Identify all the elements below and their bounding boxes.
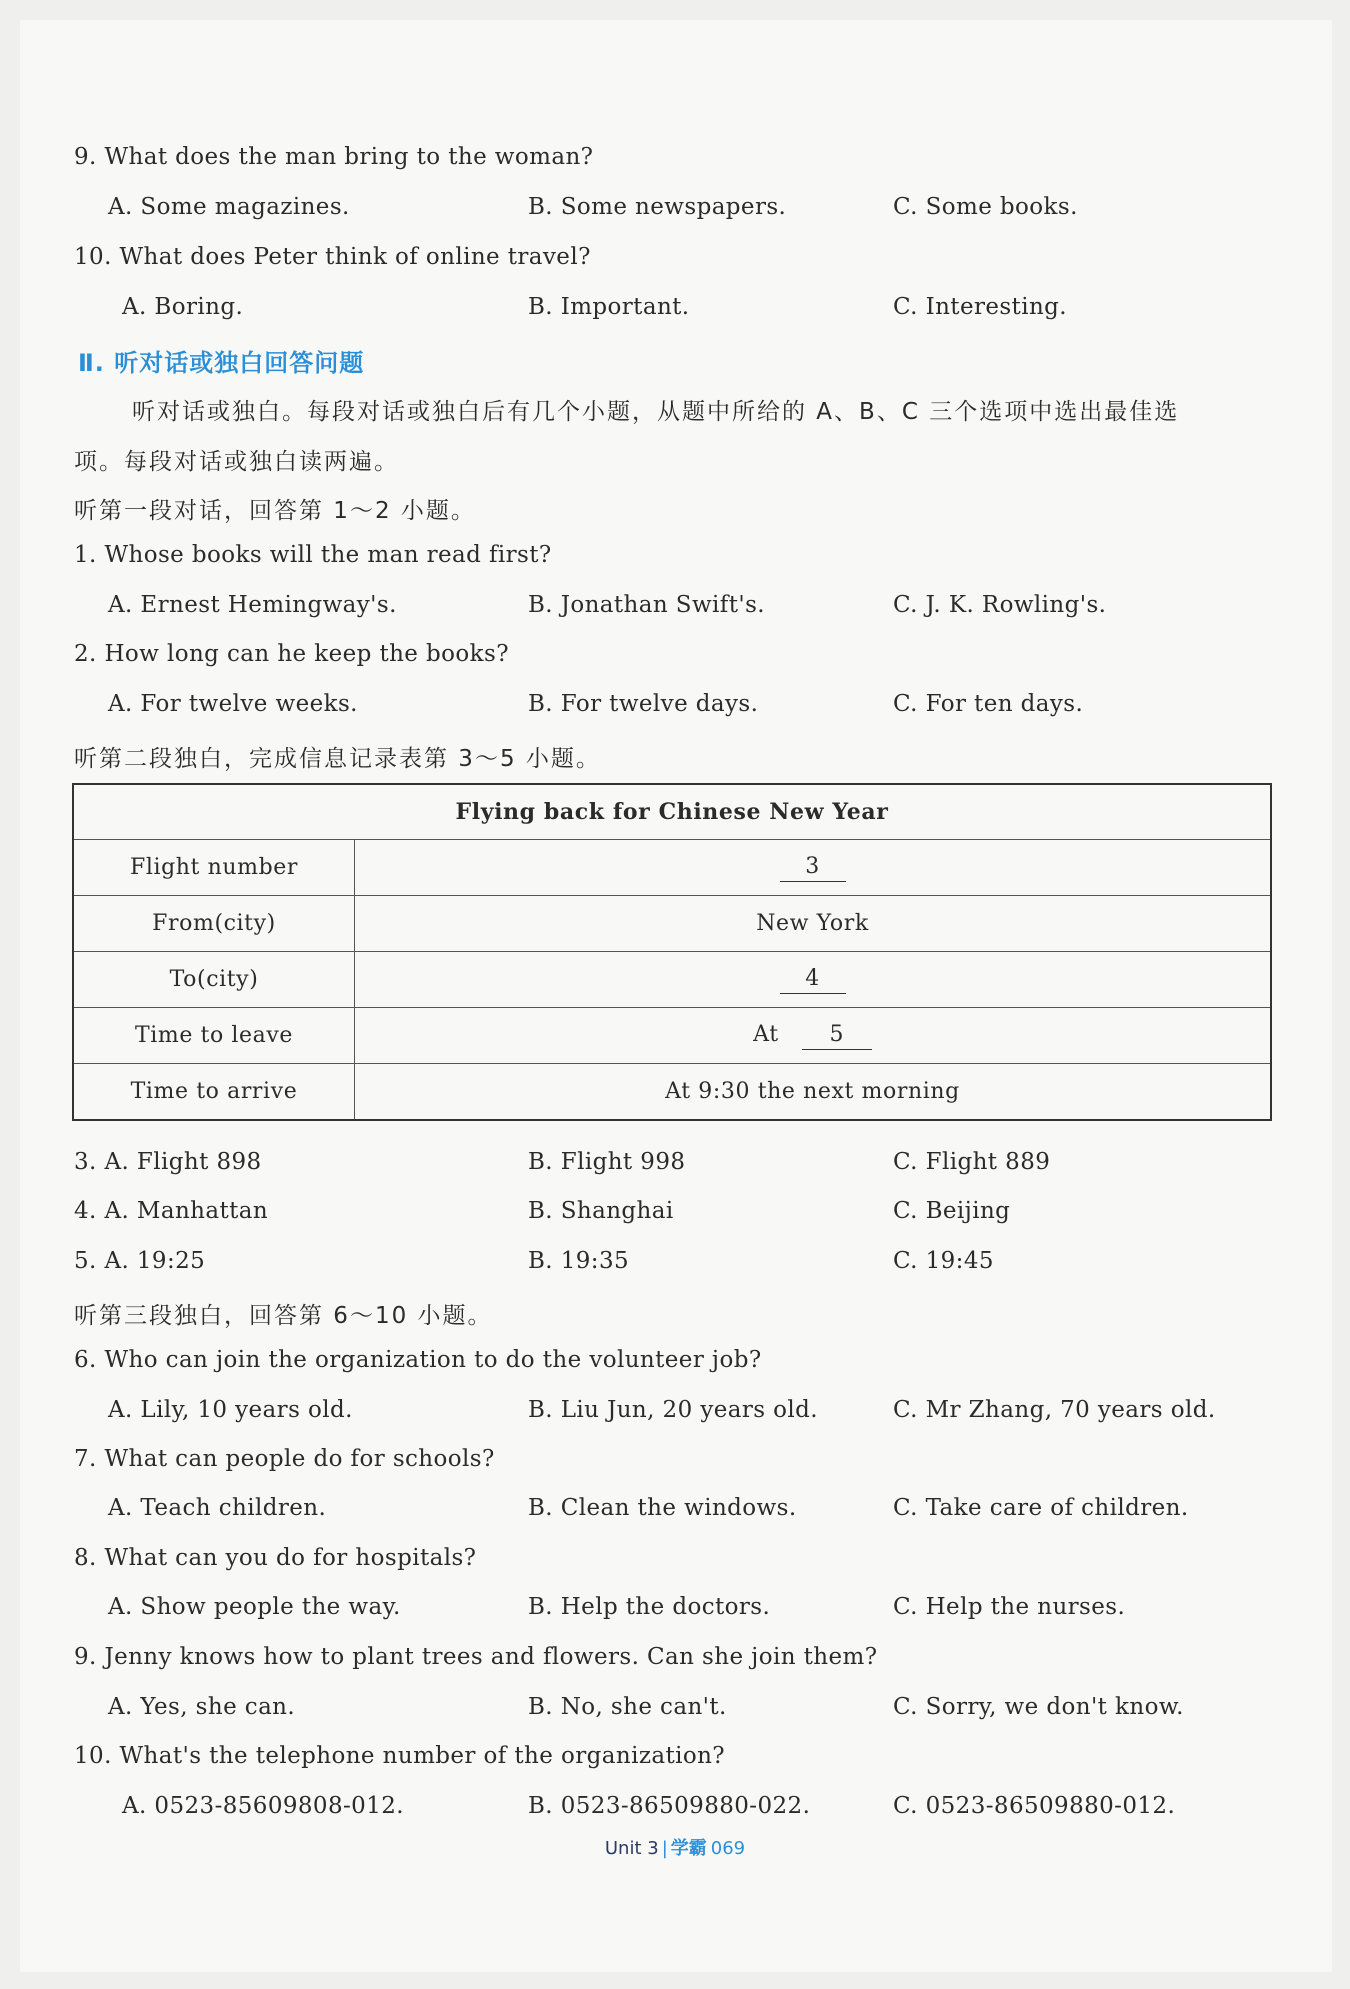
option-a: A. For twelve weeks. (108, 691, 358, 717)
option-b: B. 19:35 (528, 1248, 630, 1274)
question-9: 9. Jenny knows how to plant trees and flowers. Can she join them? (74, 1644, 878, 1670)
option-a: A. 0523-85609808-012. (122, 1793, 404, 1819)
question-7: 7. What can people do for schools? (74, 1446, 495, 1472)
option-a: A. Ernest Hemingway's. (108, 592, 397, 618)
option-b: B. Flight 998 (528, 1149, 686, 1175)
row-value (355, 840, 1272, 896)
option-b: B. Important. (528, 294, 690, 320)
option-a: A. Some magazines. (108, 194, 350, 220)
row-prefix: At (753, 1021, 779, 1047)
option-c: C. Interesting. (893, 294, 1068, 320)
brand-label: 学霸 (670, 1838, 707, 1859)
question-10: 10. What's the telephone number of the organization? (74, 1743, 726, 1769)
question-6: 6. Who can join the organization to do the volunteer job? (74, 1347, 762, 1373)
question-3-option-a: 3. A. Flight 898 (74, 1149, 262, 1175)
table-row (73, 840, 1271, 896)
question-2: 2. How long can he keep the books? (74, 641, 509, 667)
info-record-table (72, 783, 1272, 1121)
option-c: C. 0523-86509880-012. (893, 1793, 1176, 1819)
option-b: B. For twelve days. (528, 691, 759, 717)
table-row (73, 1008, 1271, 1064)
option-a: A. Boring. (122, 294, 244, 320)
row-label: Flight number (73, 840, 355, 896)
row-label: Time to arrive (73, 1064, 355, 1121)
option-c: C. Flight 889 (893, 1149, 1051, 1175)
row-label: Time to leave (73, 1008, 355, 1064)
row-value (355, 952, 1272, 1008)
option-c: C. 19:45 (893, 1248, 994, 1274)
question-9-top: 9. What does the man bring to the woman? (74, 144, 594, 170)
option-b: B. Shanghai (528, 1198, 674, 1224)
table-title: Flying back for Chinese New Year (73, 784, 1271, 840)
option-c: C. Help the nurses. (893, 1594, 1126, 1620)
option-c: C. For ten days. (893, 691, 1084, 717)
row-value (355, 1008, 1272, 1064)
part1-intro: 听第一段对话，回答第 1～2 小题。 (74, 498, 476, 524)
row-value: New York (355, 896, 1272, 952)
option-b: B. Clean the windows. (528, 1495, 797, 1521)
table-row (73, 1064, 1271, 1121)
option-b: B. No, she can't. (528, 1694, 727, 1720)
option-b: B. Jonathan Swift's. (528, 592, 766, 618)
footer-divider: | (661, 1838, 668, 1859)
option-b: B. 0523-86509880-022. (528, 1793, 811, 1819)
answer-blank[interactable]: 5 (802, 1022, 872, 1050)
option-c: C. J. K. Rowling's. (893, 592, 1107, 618)
question-4-option-a: 4. A. Manhattan (74, 1198, 269, 1224)
option-c: C. Mr Zhang, 70 years old. (893, 1397, 1216, 1423)
page-number: 069 (710, 1838, 746, 1859)
part3-intro: 听第三段独白，回答第 6～10 小题。 (74, 1303, 493, 1329)
option-a: A. Teach children. (108, 1495, 327, 1521)
question-8: 8. What can you do for hospitals? (74, 1545, 477, 1571)
option-c: C. Take care of children. (893, 1495, 1189, 1521)
row-label: From(city) (73, 896, 355, 952)
page-footer (0, 1834, 1350, 1860)
option-a: A. Show people the way. (108, 1594, 401, 1620)
question-1: 1. Whose books will the man read first? (74, 542, 552, 568)
question-5-option-a: 5. A. 19:25 (74, 1248, 206, 1274)
question-10-top: 10. What does Peter think of online travel? (74, 244, 591, 270)
option-b: B. Some newspapers. (528, 194, 787, 220)
row-value: At 9:30 the next morning (355, 1064, 1272, 1121)
instruction-line-1: 听对话或独白。每段对话或独白后有几个小题，从题中所给的 A、B、C 三个选项中选出最佳选 (132, 399, 1180, 425)
unit-label: Unit 3 (604, 1838, 659, 1859)
instruction-line-2: 项。每段对话或独白读两遍。 (74, 449, 399, 475)
table-row (73, 896, 1271, 952)
answer-blank[interactable]: 3 (780, 854, 846, 882)
table-row (73, 952, 1271, 1008)
option-b: B. Help the doctors. (528, 1594, 771, 1620)
answer-blank[interactable]: 4 (780, 966, 846, 994)
option-b: B. Liu Jun, 20 years old. (528, 1397, 818, 1423)
option-c: C. Some books. (893, 194, 1078, 220)
option-a: A. Yes, she can. (108, 1694, 296, 1720)
row-label: To(city) (73, 952, 355, 1008)
option-a: A. Lily, 10 years old. (108, 1397, 353, 1423)
option-c: C. Beijing (893, 1198, 1011, 1224)
section-heading: Ⅱ. 听对话或独白回答问题 (78, 349, 365, 377)
part2-intro: 听第二段独白，完成信息记录表第 3～5 小题。 (74, 746, 601, 772)
option-c: C. Sorry, we don't know. (893, 1694, 1184, 1720)
